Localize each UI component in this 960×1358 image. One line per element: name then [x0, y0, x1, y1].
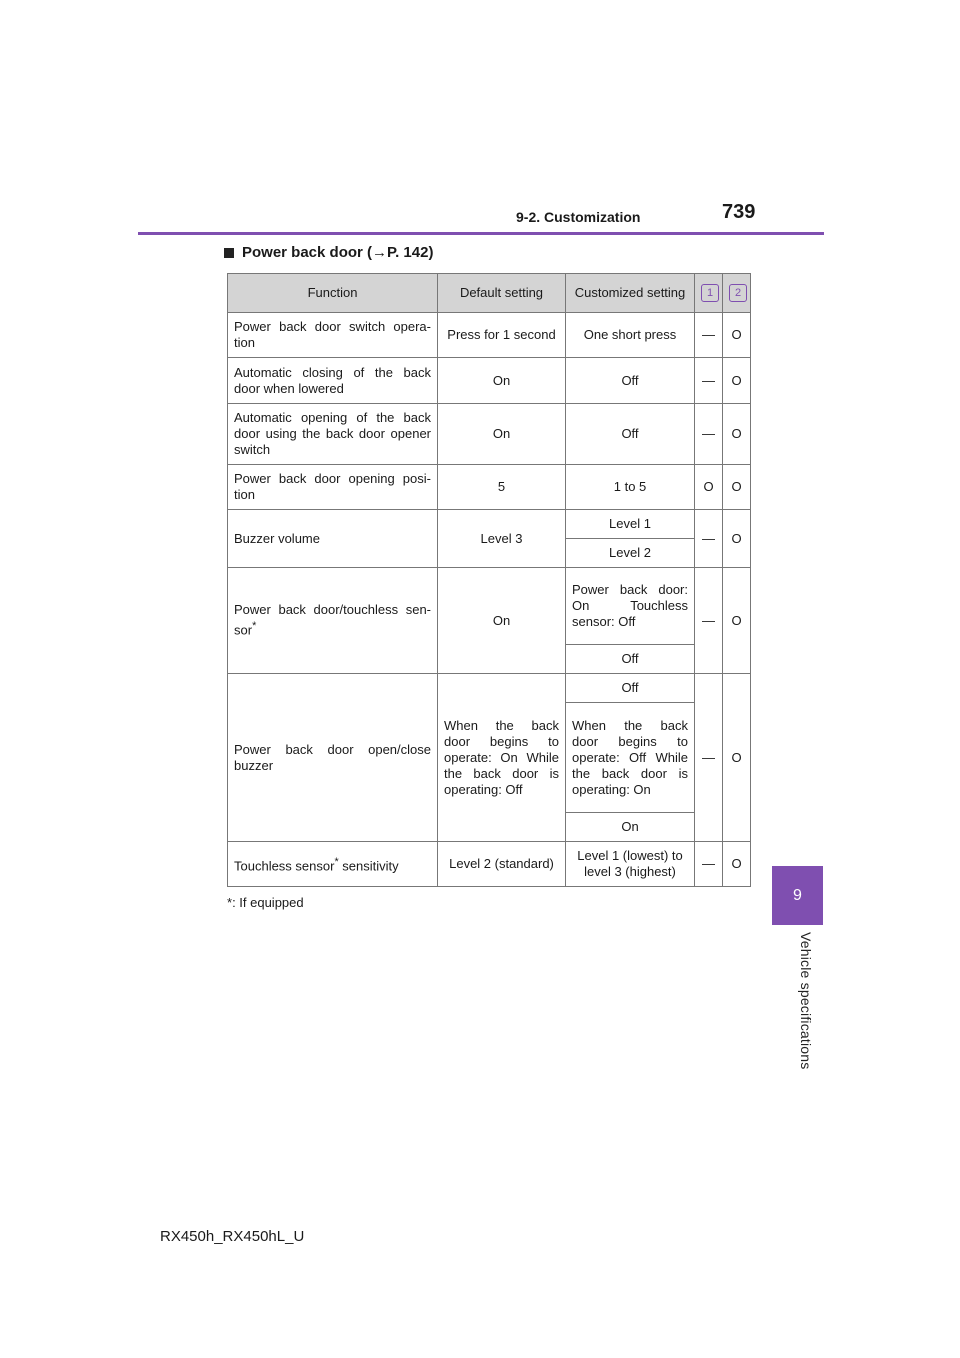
- row-function: Buzzer volume: [228, 510, 438, 568]
- table-row: [228, 404, 751, 465]
- row-c2: O: [723, 568, 751, 674]
- model-footer: RX450h_RX450hL_U: [160, 1228, 305, 1245]
- row-function: Power back door opening posi-tion: [228, 465, 438, 510]
- asterisk-mark: *: [334, 855, 339, 868]
- table-row: [228, 842, 751, 887]
- row-custom-a: Power back door: On Touchless sensor: Off: [566, 568, 695, 645]
- row-default: On: [438, 358, 566, 404]
- row-custom-a: Off: [566, 674, 695, 703]
- table-row: [228, 358, 751, 404]
- table-row: [228, 465, 751, 510]
- row-c1: —: [695, 842, 723, 887]
- row-function: [228, 842, 438, 887]
- row-c1: —: [695, 510, 723, 568]
- badge-1-icon: 1: [701, 284, 719, 302]
- row-c2: O: [723, 313, 751, 358]
- row-function-text: Touchless sensor: [234, 858, 335, 874]
- row-c2: O: [723, 465, 751, 510]
- row-default: Level 2 (standard): [438, 842, 566, 887]
- row-custom: One short press: [566, 313, 695, 358]
- header-function: Function: [228, 274, 438, 313]
- row-default: When the back door begins to operate: On While the back door is operating: Off: [438, 674, 566, 842]
- table-row: [228, 674, 751, 703]
- row-custom: Level 1 (lowest) to level 3 (highest): [566, 842, 695, 887]
- row-function: Automatic closing of the back door when lowered: [228, 358, 438, 404]
- chapter-tab[interactable]: [772, 866, 823, 925]
- row-custom: Off: [566, 358, 695, 404]
- header-custom: Customized setting: [566, 274, 695, 313]
- row-custom: 1 to 5: [566, 465, 695, 510]
- row-c2: O: [723, 842, 751, 887]
- header-default: Default setting: [438, 274, 566, 313]
- table-row: [228, 568, 751, 645]
- chapter-side-label: Vehicle specifications: [798, 932, 814, 1070]
- footnote: [227, 895, 304, 910]
- row-c2: O: [723, 404, 751, 465]
- row-default: 5: [438, 465, 566, 510]
- row-c1: —: [695, 674, 723, 842]
- section-header: 9-2. Customization: [516, 209, 641, 225]
- table-row: [228, 510, 751, 539]
- row-function-suffix: sensitivity: [338, 858, 399, 874]
- row-default: On: [438, 568, 566, 674]
- row-c1: —: [695, 568, 723, 674]
- header-rule: [138, 232, 824, 235]
- page-number: 739: [722, 201, 756, 223]
- row-function: [228, 568, 438, 674]
- row-custom-b: Level 2: [566, 539, 695, 568]
- row-function: Power back door switch opera-tion: [228, 313, 438, 358]
- row-default: On: [438, 404, 566, 465]
- row-custom-c: On: [566, 813, 695, 842]
- row-c1: —: [695, 313, 723, 358]
- row-custom-b: When the back door begins to operate: Off While the back door is operating: On: [566, 703, 695, 813]
- customization-table: [227, 273, 751, 887]
- badge-2-icon: 2: [729, 284, 747, 302]
- table-header-row: [228, 274, 751, 313]
- square-bullet-icon: [224, 248, 234, 258]
- row-c2: O: [723, 674, 751, 842]
- footnote-text: : If equipped: [232, 895, 304, 910]
- row-c1: —: [695, 404, 723, 465]
- row-c1: O: [695, 465, 723, 510]
- row-c2: O: [723, 358, 751, 404]
- row-function: Power back door open/close buzzer: [228, 674, 438, 842]
- row-function: Automatic opening of the back door using the back door opener switch: [228, 404, 438, 465]
- row-function-text: Power back door/touchless sen-sor: [234, 602, 431, 638]
- row-c2: O: [723, 510, 751, 568]
- table-row: [228, 313, 751, 358]
- row-custom-b: Off: [566, 645, 695, 674]
- row-default: Level 3: [438, 510, 566, 568]
- section-title: [224, 244, 433, 261]
- section-title-text: Power back door (→P. 142): [242, 244, 434, 261]
- header-col-2: [723, 274, 751, 313]
- header-col-1: [695, 274, 723, 313]
- footnote-asterisk: *: [227, 895, 233, 910]
- row-default: Press for 1 second: [438, 313, 566, 358]
- chapter-number: 9: [793, 886, 802, 904]
- row-custom: Off: [566, 404, 695, 465]
- asterisk-mark: *: [252, 620, 257, 633]
- row-c1: —: [695, 358, 723, 404]
- row-custom-a: Level 1: [566, 510, 695, 539]
